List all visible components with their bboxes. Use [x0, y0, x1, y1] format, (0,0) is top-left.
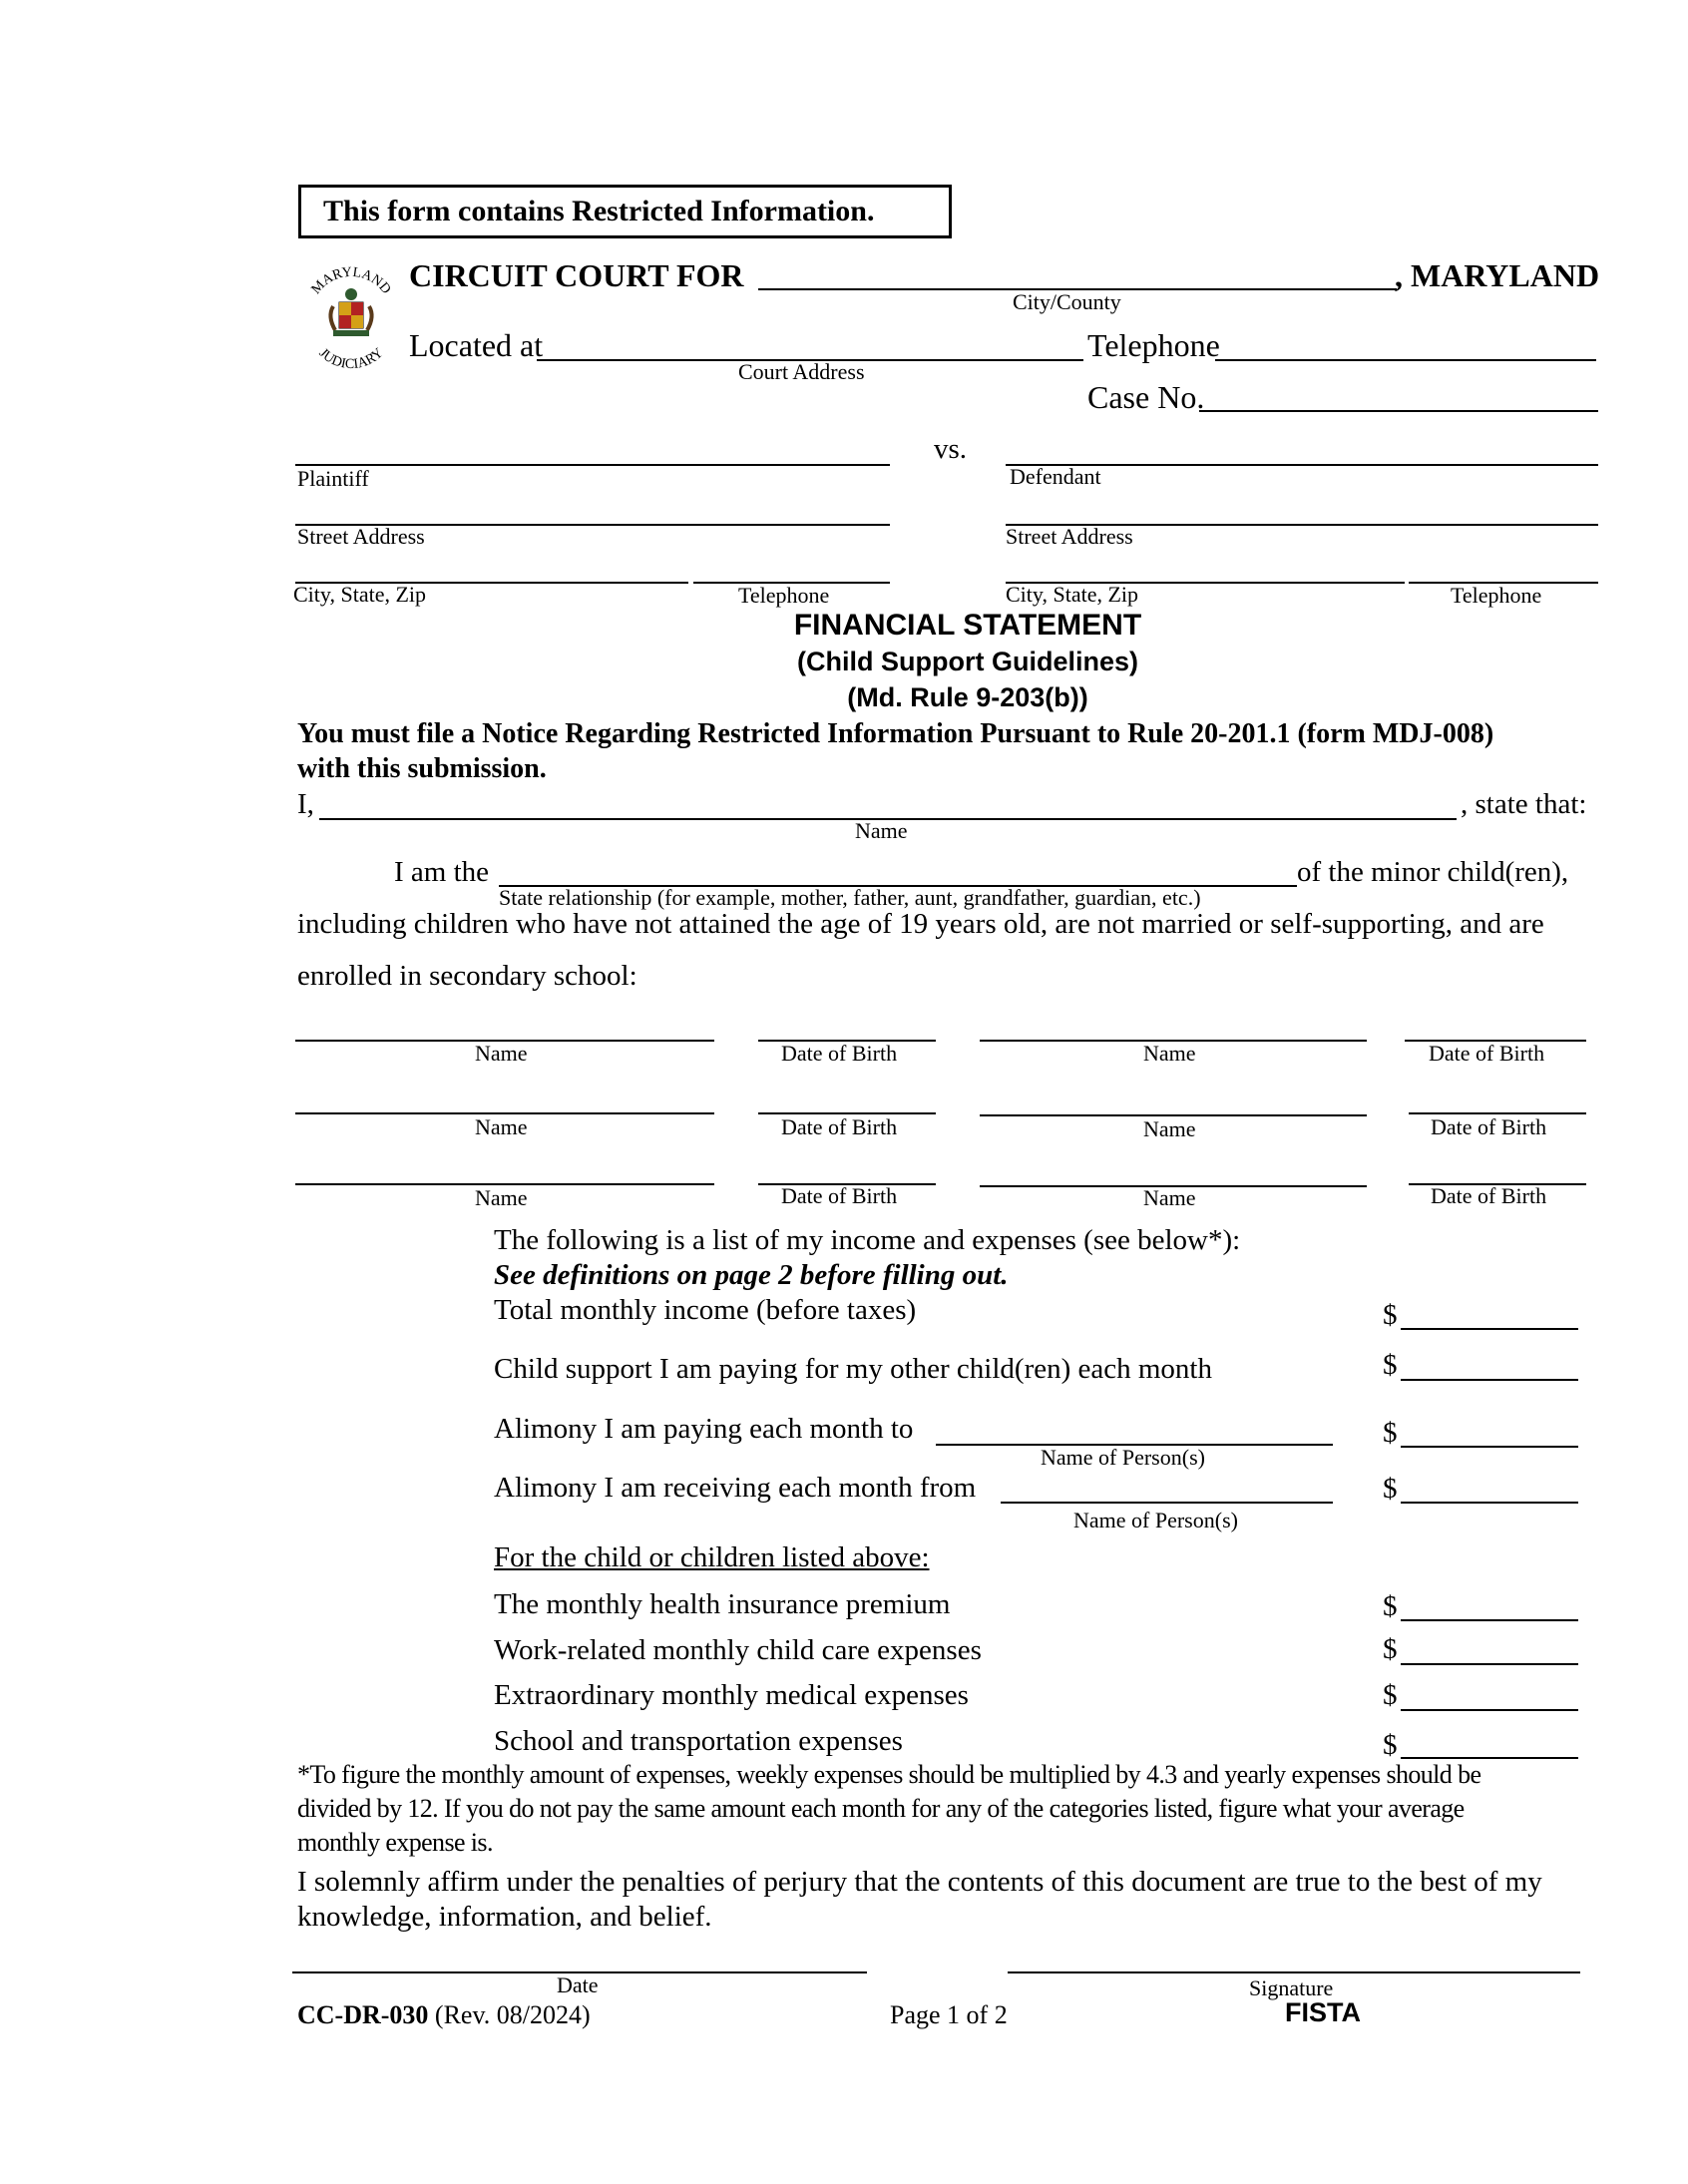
alimony-paying-field[interactable] [1401, 1446, 1578, 1448]
medical-field[interactable] [1401, 1709, 1578, 1711]
i-prefix: I, [297, 788, 314, 820]
dollar-sign: $ [1383, 1299, 1398, 1331]
plaintiff-city-label: City, State, Zip [293, 582, 427, 607]
enrolled-text: enrolled in secondary school: [297, 960, 637, 992]
of-minor-children: of the minor child(ren), [1297, 856, 1569, 888]
i-am-the: I am the [394, 856, 490, 888]
defendant-label: Defendant [1010, 464, 1101, 489]
footnote-line-2: divided by 12. If you do not pay the same amount each month for any of the categories listed, figure what your average [297, 1794, 1465, 1823]
income-intro: The following is a list of my income and expenses (see below*): [494, 1224, 1241, 1256]
dollar-sign: $ [1383, 1590, 1398, 1622]
dollar-sign: $ [1383, 1679, 1398, 1711]
dollar-sign: $ [1383, 1473, 1398, 1505]
child-support-paying-label: Child support I am paying for my other child(ren) each month [494, 1353, 1212, 1385]
total-income-label: Total monthly income (before taxes) [494, 1294, 917, 1326]
affirmation-line-2: knowledge, information, and belief. [297, 1901, 712, 1933]
child-name-label: Name [475, 1041, 528, 1066]
dollar-sign: $ [1383, 1349, 1398, 1381]
alimony-receiving-field[interactable] [1401, 1502, 1578, 1504]
located-at-label: Located at [409, 327, 544, 363]
plaintiff-label: Plaintiff [297, 466, 369, 491]
footnote-line-1: *To figure the monthly amount of expenses, weekly expenses should be multiplied by 4.3 and yearly expenses should be [297, 1760, 1481, 1789]
child-support-paying-field[interactable] [1401, 1379, 1578, 1381]
child-name-label: Name [1143, 1185, 1196, 1210]
total-income-field[interactable] [1401, 1328, 1578, 1330]
see-definitions-note: See definitions on page 2 before filling out. [494, 1259, 1009, 1291]
alimony-receiving-person-label: Name of Person(s) [1073, 1508, 1238, 1532]
relationship-label: State relationship (for example, mother, father, aunt, grandfather, guardian, etc.) [499, 885, 1201, 910]
state-that: , state that: [1461, 788, 1587, 820]
plaintiff-telephone-label: Telephone [738, 583, 830, 608]
name-label: Name [855, 818, 908, 843]
form-rule: (Md. Rule 9-203(b)) [847, 682, 1088, 712]
alimony-paying-person-label: Name of Person(s) [1041, 1445, 1205, 1470]
dollar-sign: $ [1383, 1417, 1398, 1449]
page-number: Page 1 of 2 [890, 2000, 1008, 2029]
circuit-court-label: CIRCUIT COURT FOR [409, 257, 744, 293]
date-label: Date [557, 1972, 599, 1997]
affirmation-line-1: I solemnly affirm under the penalties of perjury that the contents of this document are true to the best of my [297, 1866, 1542, 1898]
seal-top-text: MARYLAND [308, 264, 394, 297]
plaintiff-street-label: Street Address [297, 524, 425, 549]
health-insurance-label: The monthly health insurance premium [494, 1588, 951, 1620]
court-telephone-line[interactable] [1215, 359, 1596, 361]
alimony-receiving-label: Alimony I am receiving each month from [494, 1472, 977, 1504]
plaintiff-line[interactable] [295, 464, 890, 466]
alimony-receiving-person-line[interactable] [1001, 1502, 1333, 1504]
medical-label: Extraordinary monthly medical expenses [494, 1679, 969, 1711]
footnote-line-3: monthly expense is. [297, 1828, 493, 1857]
defendant-street-label: Street Address [1006, 524, 1133, 549]
school-transport-label: School and transportation expenses [494, 1725, 903, 1757]
city-county-label: City/County [1013, 289, 1121, 314]
form-subtitle: (Child Support Guidelines) [797, 647, 1138, 676]
child-dob-label: Date of Birth [781, 1183, 898, 1208]
restricted-info-notice: This form contains Restricted Information. [298, 185, 952, 238]
maryland-judiciary-seal [297, 254, 405, 374]
including-children-text: including children who have not attained the age of 19 years old, are not married or self-supporting, and are [297, 908, 1544, 940]
seal-bottom-text: JUDICIARY [315, 345, 387, 373]
defendant-telephone-label: Telephone [1451, 583, 1542, 608]
child-dob-label: Date of Birth [1431, 1114, 1547, 1139]
maryland-label: , MARYLAND [1395, 257, 1600, 293]
form-title: FINANCIAL STATEMENT [793, 609, 1142, 642]
child-name-label: Name [1143, 1116, 1196, 1141]
form-id [297, 2000, 591, 2030]
dollar-sign: $ [1383, 1633, 1398, 1665]
child-name-label: Name [475, 1185, 528, 1210]
for-children-heading: For the child or children listed above: [494, 1541, 930, 1573]
svg-text:JUDICIARY [316, 346, 387, 373]
court-address-label: Court Address [738, 359, 865, 384]
child-name-label: Name [475, 1114, 528, 1139]
child-dob-label: Date of Birth [781, 1041, 898, 1066]
child-care-field[interactable] [1401, 1663, 1578, 1665]
child-care-label: Work-related monthly child care expenses [494, 1634, 982, 1666]
form-id-code: CC-DR-030 [297, 2000, 429, 2029]
dollar-sign: $ [1383, 1729, 1398, 1761]
case-no-line[interactable] [1199, 410, 1598, 412]
health-insurance-field[interactable] [1401, 1619, 1578, 1621]
child-dob-label: Date of Birth [781, 1114, 898, 1139]
form-revision: (Rev. 08/2024) [428, 2000, 591, 2029]
form-code: FISTA [1285, 1997, 1361, 2027]
child-dob-label: Date of Birth [1429, 1041, 1545, 1066]
signature-line[interactable] [1008, 1971, 1580, 1973]
notice-line-1: You must file a Notice Regarding Restricted Information Pursuant to Rule 20-201.1 (form MDJ-008) [297, 718, 1494, 749]
child-name-label: Name [1143, 1041, 1196, 1066]
signature-label: Signature [1249, 1975, 1334, 2000]
case-no-label: Case No. [1087, 379, 1205, 415]
school-transport-field[interactable] [1401, 1757, 1578, 1759]
alimony-paying-label: Alimony I am paying each month to [494, 1413, 914, 1445]
defendant-city-label: City, State, Zip [1006, 582, 1139, 607]
telephone-label: Telephone [1087, 327, 1220, 363]
vs-label: vs. [934, 433, 968, 465]
notice-line-2: with this submission. [297, 753, 547, 784]
child-dob-label: Date of Birth [1431, 1183, 1547, 1208]
